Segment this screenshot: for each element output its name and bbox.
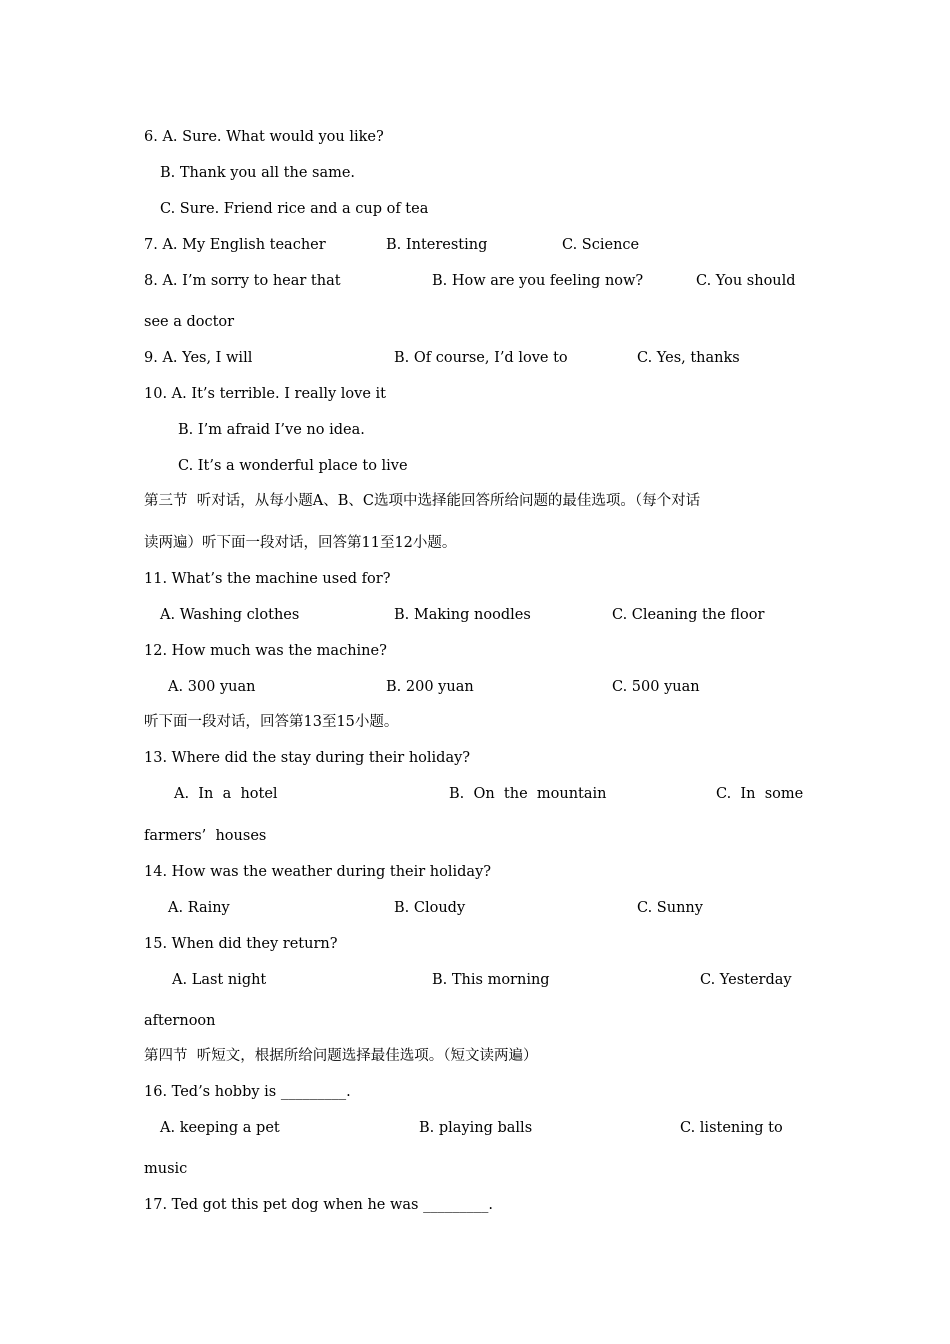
q8-option-b: B. How are you feeling now?	[432, 273, 644, 289]
section-3-instruction-continued: 读两遍）听下面一段对话，回答第11至12小题。	[144, 535, 457, 551]
q7-option-a: 7. A. My English teacher	[144, 237, 326, 253]
q15-question: 15. When did they return?	[144, 936, 338, 952]
q14-question: 14. How was the weather during their holiday?	[144, 864, 492, 880]
q11-option-b: B. Making noodles	[394, 607, 531, 623]
q11-option-c: C. Cleaning the floor	[612, 607, 765, 623]
q6-option-b: B. Thank you all the same.	[160, 165, 356, 181]
section-4-instruction: 第四节 听短文，根据所给问题选择最佳选项。（短文读两遍）	[144, 1048, 538, 1064]
dialogue-instruction: 听下面一段对话，回答第13至15小题。	[144, 714, 399, 730]
q7-option-b: B. Interesting	[386, 237, 488, 253]
q13-option-a: A. In a hotel	[174, 786, 278, 802]
q15-option-a: A. Last night	[172, 972, 267, 988]
q9-option-b: B. Of course, I’d love to	[394, 350, 568, 366]
section-3-instruction: 第三节 听对话，从每小题A、B、C选项中选择能回答所给问题的最佳选项。（每个对话	[144, 493, 701, 509]
q8-option-c: C. You should	[696, 273, 796, 289]
q12-question: 12. How much was the machine?	[144, 643, 387, 659]
q13-option-c: C. In some	[716, 786, 804, 802]
q13-option-b: B. On the mountain	[449, 786, 607, 802]
q17-question: 17. Ted got this pet dog when he was _________.	[144, 1197, 493, 1213]
q12-option-c: C. 500 yuan	[612, 679, 700, 695]
q16-option-c-continued: music	[144, 1161, 188, 1177]
q12-option-a: A. 300 yuan	[168, 679, 256, 695]
q16-question: 16. Ted’s hobby is _________.	[144, 1084, 351, 1100]
q15-option-b: B. This morning	[432, 972, 550, 988]
q6-option-a: 6. A. Sure. What would you like?	[144, 129, 384, 145]
q12-option-b: B. 200 yuan	[386, 679, 474, 695]
q13-option-c-continued: farmers’ houses	[144, 828, 267, 844]
q10-option-b: B. I’m afraid I’ve no idea.	[178, 422, 365, 438]
q16-option-c: C. listening to	[680, 1120, 783, 1136]
q14-option-b: B. Cloudy	[394, 900, 466, 916]
q9-option-c: C. Yes, thanks	[637, 350, 740, 366]
q6-option-c: C. Sure. Friend rice and a cup of tea	[160, 201, 429, 217]
q13-question: 13. Where did the stay during their holiday?	[144, 750, 471, 766]
q10-option-a: 10. A. It’s terrible. I really love it	[144, 386, 386, 402]
q8-option-a: 8. A. I’m sorry to hear that	[144, 273, 341, 289]
q7-option-c: C. Science	[562, 237, 640, 253]
q14-option-a: A. Rainy	[168, 900, 230, 916]
q14-option-c: C. Sunny	[637, 900, 703, 916]
q15-option-c: C. Yesterday	[700, 972, 792, 988]
q16-option-a: A. keeping a pet	[160, 1120, 280, 1136]
q11-option-a: A. Washing clothes	[160, 607, 300, 623]
q16-option-b: B. playing balls	[419, 1120, 533, 1136]
q8-option-c-continued: see a doctor	[144, 314, 235, 330]
q9-option-a: 9. A. Yes, I will	[144, 350, 253, 366]
q10-option-c: C. It’s a wonderful place to live	[178, 458, 408, 474]
q15-option-c-continued: afternoon	[144, 1013, 216, 1029]
q11-question: 11. What’s the machine used for?	[144, 571, 391, 587]
